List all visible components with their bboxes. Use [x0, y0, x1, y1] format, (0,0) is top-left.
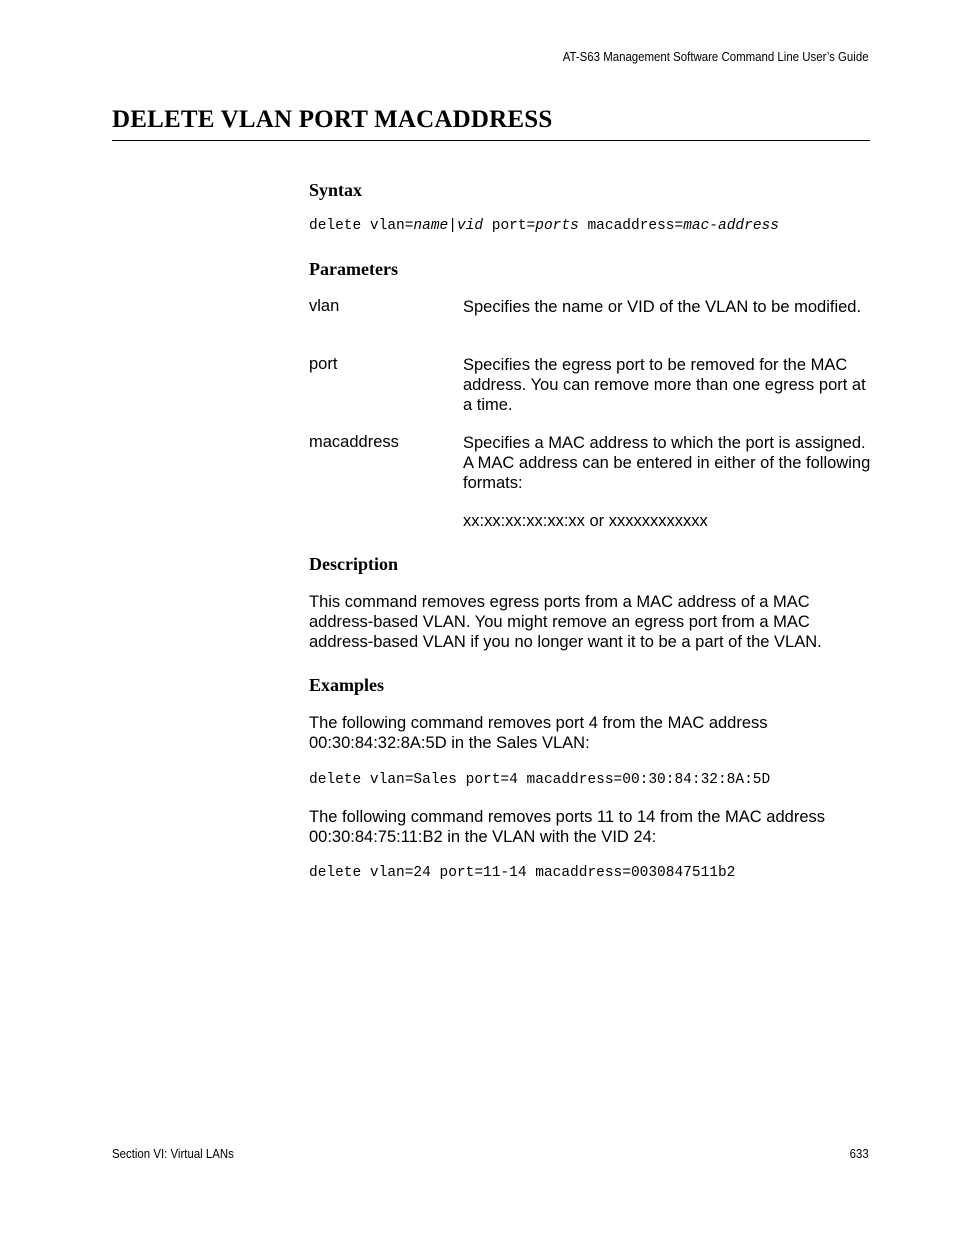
param-desc-macaddress: Specifies a MAC address to which the port is assigned. A MAC address can be entered in either of the following formats:: [463, 434, 871, 492]
param-name-port: port: [309, 355, 338, 373]
param-desc-vlan: Specifies the name or VID of the VLAN to be modified.: [463, 298, 862, 316]
param-name-vlan: vlan: [309, 297, 340, 315]
description-text: This command removes egress ports from a MAC address of a MAC address-based VLAN. You might remove an egress port from a MAC address-based VLAN if you no longer want it to be a part of the VLAN.: [309, 593, 822, 651]
running-header: AT-S63 Management Software Command Line User’s Guide: [563, 49, 869, 64]
example-1-text: The following command removes port 4 from the MAC address 00:30:84:32:8A:5D in the Sales VLAN:: [309, 714, 768, 752]
example-2-text: The following command removes ports 11 to 14 from the MAC address 00:30:84:75:11:B2 in the VLAN with the VID 24:: [309, 808, 826, 846]
description-heading: Description: [309, 554, 398, 574]
mac-format-note: xx:xx:xx:xx:xx:xx or xxxxxxxxxxxx: [463, 512, 708, 530]
example-2-command: delete vlan=24 port=11-14 macaddress=0030847511b2: [309, 865, 736, 881]
syntax-line: delete vlan=name|vid port=ports macaddress=mac-address: [309, 218, 779, 234]
footer-section: Section VI: Virtual LANs: [112, 1146, 234, 1161]
param-name-macaddress: macaddress: [309, 433, 399, 451]
page-title: DELETE VLAN PORT MACADDRESS: [112, 106, 553, 133]
syntax-heading: Syntax: [309, 180, 363, 200]
footer-page-number: 633: [849, 1146, 869, 1161]
examples-heading: Examples: [309, 675, 385, 695]
param-desc-port: Specifies the egress port to be removed for the MAC address. You can remove more than one egress port at a time.: [463, 356, 866, 414]
parameters-heading: Parameters: [309, 259, 398, 279]
example-1-command: delete vlan=Sales port=4 macaddress=00:30:84:32:8A:5D: [309, 772, 771, 788]
title-rule: [112, 140, 870, 141]
